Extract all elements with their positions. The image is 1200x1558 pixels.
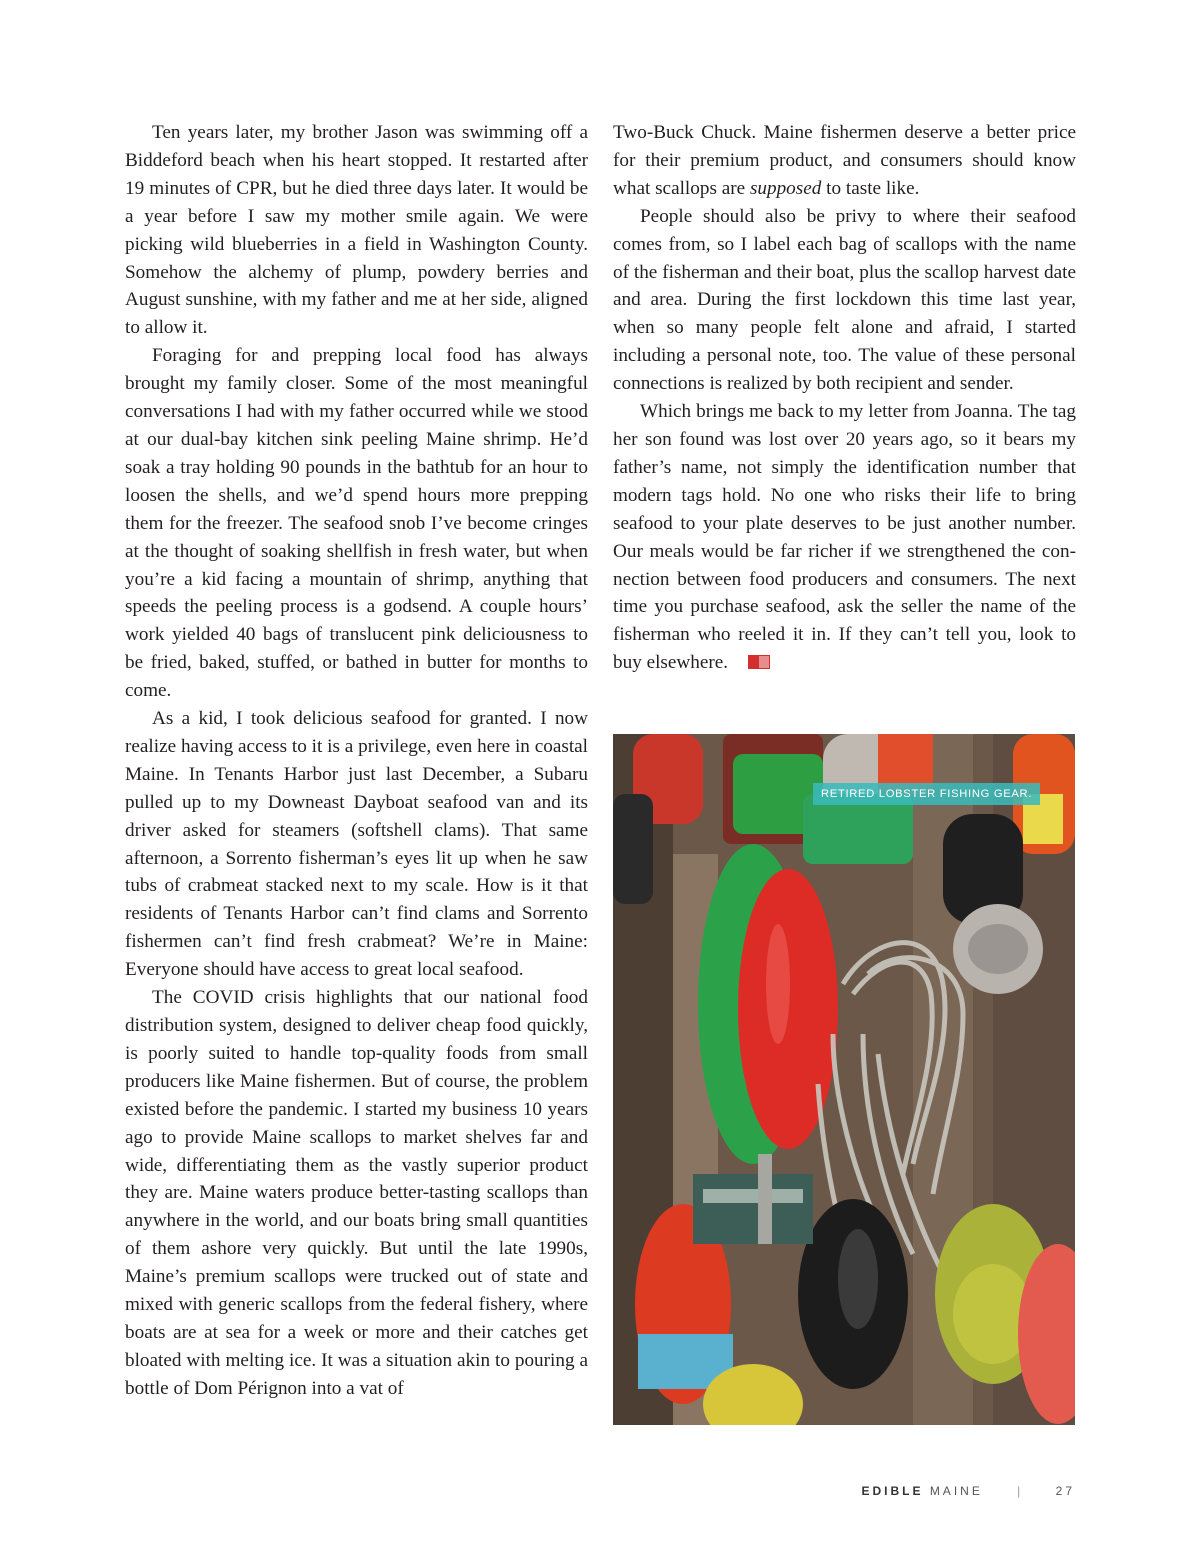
continued-paragraph <box>613 119 1076 203</box>
article-column-right <box>613 119 1076 677</box>
final-paragraph <box>613 398 1076 677</box>
article-column-left <box>125 119 588 1403</box>
body-paragraph: People should also be privy to where their seafood comes from, so I label each bag of scallops with the name of the fisherman and their boat, plus the scallop harvest date and area. During the first lockdown this time last year, when so many people felt alone and afraid, I started including a personal note, too. The value of these personal connections is realized by both recipient and sender. <box>613 205 1076 395</box>
emphasis-text: supposed <box>749 177 822 199</box>
page-number: 27 <box>1055 1484 1075 1498</box>
footer-separator: | <box>1017 1484 1024 1498</box>
continued-text-end: to taste like. <box>821 177 920 199</box>
body-paragraph: Foraging for and prepping local food has always brought my family closer. Some of the most meaningful conversations I had with my father occurred while we stood at our dual-bay kitchen sink peeling Maine shrimp. He’d soak a tray holding 90 pounds in the bathtub for an hour to loosen the shells, and we’d spend hours more prepping them for the freezer. The seafood snob I’ve become cringes at the thought of soaking shellfish in fresh water, but when you’re a kid facing a mountain of shrimp, anything that speeds the peeling process is a godsend. A couple hours’ work yielded 40 bags of translucent pink deliciousness to be fried, baked, stuffed, or bathed in butter for months to come. <box>125 345 588 702</box>
footer-brand-light: MAINE <box>929 1484 983 1498</box>
final-paragraph-text: Which brings me back to my letter from Joanna. The tag her son found was lost over 20 years ago, so it bears my father’s name, not simply the identification number that modern tags hold. No one who risks their life to bring seafood to your plate deserves to be just another number. Our meals would be far richer if we strengthened the connection between food producers and consumers. The next time you purchase seafood, ask the seller the name of the fisherman who reeled it in. If they can’t tell you, look to buy elsewhere. <box>613 401 1076 674</box>
continued-text: Two-Buck Chuck. Maine fishermen deserve a better price for their premium product, and consumers should know what scallops are <box>613 122 1076 199</box>
body-paragraph: As a kid, I took delicious seafood for granted. I now realize having access to it is a privilege, even here in coastal Maine. In Tenants Harbor just last December, a Subaru pulled up to my Downeast Dayboat seafood van and its driver asked for steamers (softshell clams). That same afternoon, a Sorrento fisherman’s eyes lit up when he saw tubs of crabmeat stacked next to my scale. How is it that residents of Tenants Harbor can’t find clams and Sorrento fishermen can’t find fresh crabmeat? We’re in Maine: Everyone should have access to great local seafood. <box>125 708 588 981</box>
photo-caption: RETIRED LOBSTER FISHING GEAR. <box>813 783 1040 805</box>
lobster-gear-photo <box>613 734 1075 1425</box>
body-paragraph: The COVID crisis highlights that our national food distribution system, designed to deliver cheap food quickly, is poorly suited to handle top-quality foods from small producers like Maine fishermen. But of course, the problem existed before the pandemic. I started my business 10 years ago to provide Maine scallops to market shelves far and wide, differentiating them as the vastly superior product they are. Maine waters produce better-tasting scallops than anywhere in the world, and our boats bring small quantities of them ashore very quickly. But until the late 1990s, Maine’s premium scallops were trucked out of state and mixed with generic scallops from the federal fishery, where boats are at sea for a week or more and their catches get bloated with melting ice. It was a situation akin to pouring a bottle of Dom Pérignon into a vat of <box>125 987 588 1399</box>
end-mark-logo <box>748 654 794 669</box>
end-mark-text: EM <box>776 654 794 667</box>
photo-illustration <box>613 734 1075 1425</box>
page-footer <box>861 1484 1075 1498</box>
footer-brand-bold: EDIBLE <box>861 1484 924 1498</box>
body-paragraph: Ten years later, my brother Jason was swimming off a Biddeford beach when his heart stopped. It restarted after 19 minutes of CPR, but he died three days later. It would be a year before I saw my mother smile again. We were picking wild blueberries in a field in Washington County. Somehow the alchemy of plump, powdery berries and August sunshine, with my father and me at her side, aligned to allow it. <box>125 122 588 339</box>
